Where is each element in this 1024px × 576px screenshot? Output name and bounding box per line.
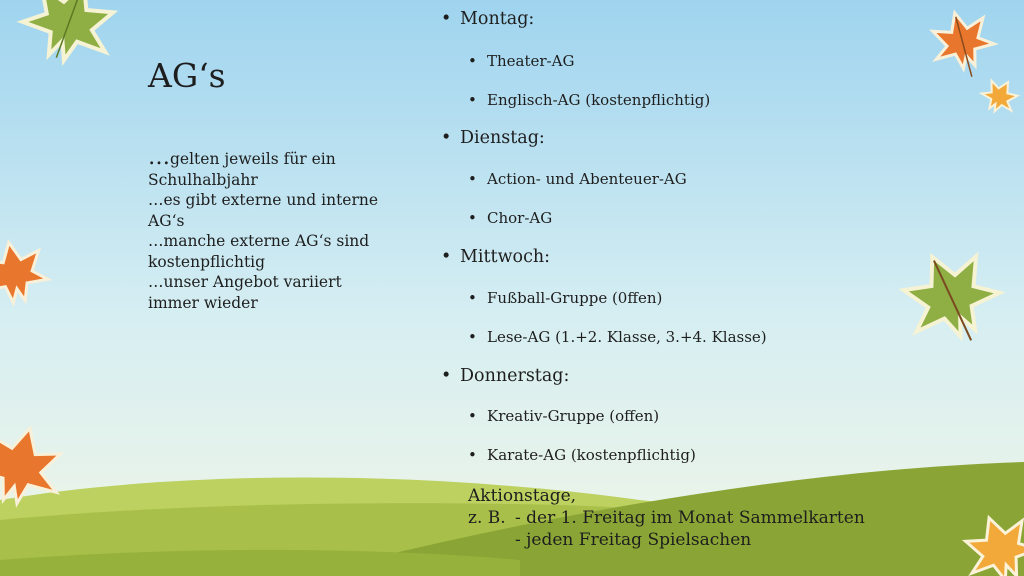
intro-line-2: …es gibt externe und interne AG‘s [148,191,379,230]
day-item [441,366,569,386]
ag-item [468,170,687,188]
ag-label: Theater-AG [487,52,575,70]
ag-label: Kreativ-Gruppe (offen) [487,407,660,425]
bullet: • [468,170,477,188]
ag-item [468,328,767,346]
intro-text [148,145,388,313]
bullet: • [441,247,452,267]
bullet: • [441,366,452,386]
ag-item [468,407,659,425]
note-prefix: z. B. [468,508,506,528]
day-label: Montag: [460,9,535,29]
bullet: • [468,328,477,346]
note-line-2 [468,507,865,529]
intro-ellipsis: … [148,145,170,170]
day-item [441,247,550,267]
bullet: • [468,52,477,70]
intro-line-4: …unser Angebot variiert immer wieder [148,273,342,312]
bullet: • [468,91,477,109]
slide-title: AG‘s [148,56,226,95]
day-label: Mittwoch: [460,247,551,267]
bullet: • [468,446,477,464]
ag-label: Action- und Abenteuer-AG [487,170,687,188]
ag-item [468,91,710,109]
ag-item [468,289,662,307]
bullet: • [468,407,477,425]
intro-line-1 [148,145,388,190]
intro-line-3: …manche externe AG‘s sind kostenpflichtig [148,232,370,271]
ag-label: Fußball-Gruppe (0ffen) [487,289,663,307]
ag-item [468,209,552,227]
day-item [441,9,534,29]
bullet: • [468,209,477,227]
note-line-1: Aktionstage, [468,486,577,506]
note-line-3: - jeden Freitag Spielsachen [515,530,752,550]
intro-line-1-text: gelten jeweils für ein Schulhalbjahr [148,150,336,189]
bullet: • [468,289,477,307]
day-item [441,128,545,148]
action-days-note [468,485,865,551]
ag-item [468,446,696,464]
day-label: Dienstag: [460,128,545,148]
bullet: • [441,128,452,148]
bullet: • [441,9,452,29]
ag-label: Englisch-AG (kostenpflichtig) [487,91,711,109]
ag-label: Chor-AG [487,209,553,227]
day-label: Donnerstag: [460,366,570,386]
ag-item [468,52,574,70]
ag-label: Karate-AG (kostenpflichtig) [487,446,696,464]
note-line-2-text: - der 1. Freitag im Monat Sammelkarten [515,508,865,528]
ag-label: Lese-AG (1.+2. Klasse, 3.+4. Klasse) [487,328,767,346]
